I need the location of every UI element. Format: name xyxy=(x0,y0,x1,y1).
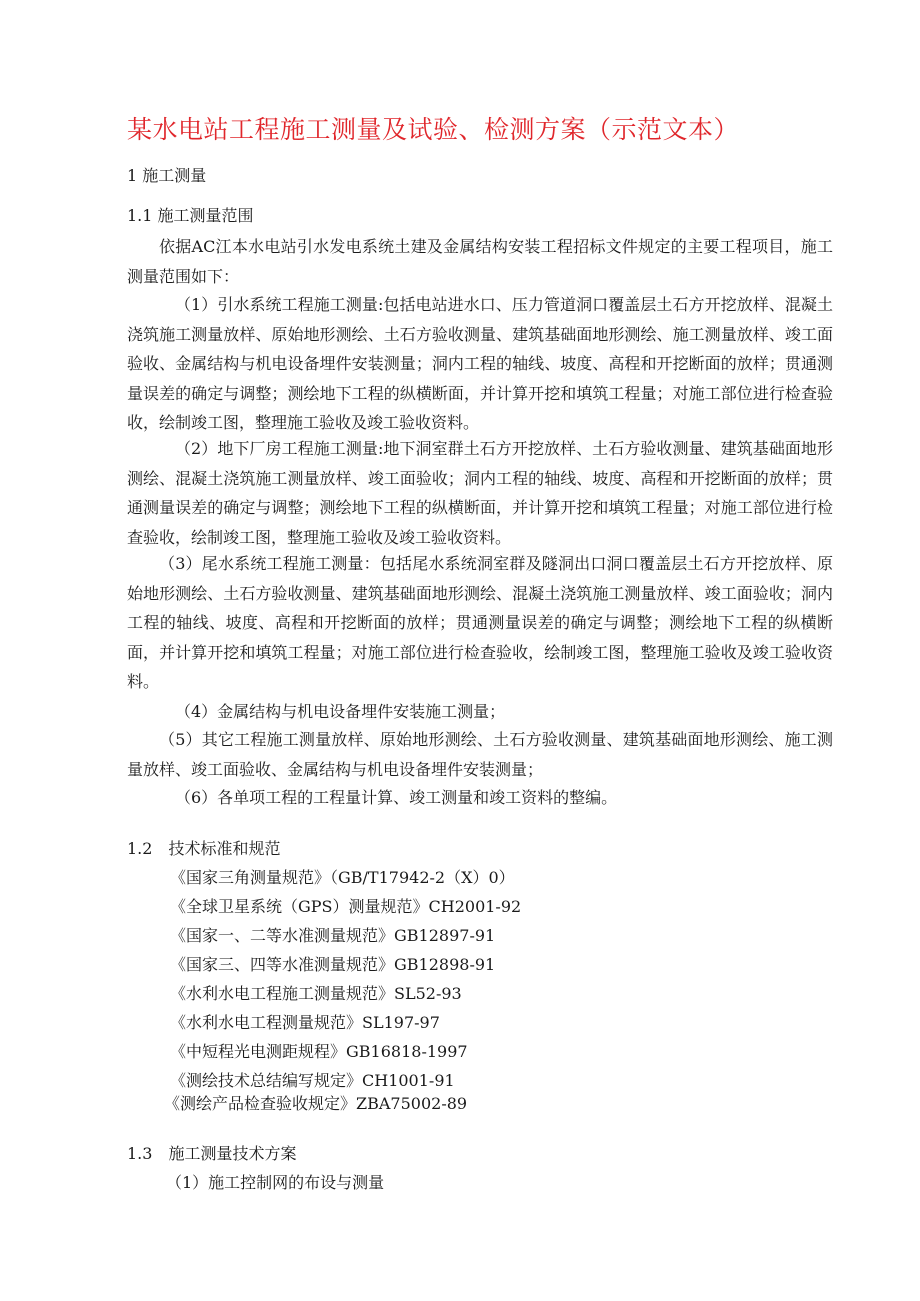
document-title: 某水电站工程施工测量及试验、检测方案（示范文本） xyxy=(127,115,740,144)
section-heading-1-1: 1.1 施工测量范围 xyxy=(127,206,254,225)
standard-item: 《全球卫星系统（GPS）测量规范》CH2001-92 xyxy=(170,897,522,916)
standard-item: 《中短程光电测距规程》GB16818-1997 xyxy=(170,1042,468,1061)
standard-item: 《测绘产品检查验收规定》ZBA75002-89 xyxy=(164,1094,468,1113)
subsection-heading: （1）施工控制网的布设与测量 xyxy=(166,1173,385,1192)
section-heading-1-3: 1.3 施工测量技术方案 xyxy=(127,1144,297,1163)
scope-item-5: （5）其它工程施工测量放样、原始地形测绘、土石方验收测量、建筑基础面地形测绘、施工测量放样、竣工面验收、金属结构与机电设备埋件安装测量； xyxy=(127,730,833,779)
scope-item-4: （4）金属结构与机电设备埋件安装施工测量； xyxy=(175,702,506,721)
standard-item: 《国家一、二等水准测量规范》GB12897-91 xyxy=(170,926,496,945)
section-heading-1: 1 施工测量 xyxy=(127,166,207,185)
scope-item-1: （1）引水系统工程施工测量:包括电站进水口、压力管道洞口覆盖层土石方开挖放样、混凝土浇筑施工测量放样、原始地形测绘、土石方验收测量、建筑基础面地形测绘、施工测量放样、竣工面验收、金属结构与机电设备埋件安装测量；洞内工程的轴线、坡度、高程和开挖断面的放样；贯通测量误差的确定与调整；测绘地下工程的纵横断面，并计算开挖和填筑工程量；对施工部位进行检查验收，绘制竣工图，整理施工验收及竣工验收资料。 xyxy=(127,295,833,432)
scope-item-6: （6）各单项工程的工程量计算、竣工测量和竣工资料的整编。 xyxy=(175,788,618,807)
scope-item-2: （2）地下厂房工程施工测量:地下洞室群土石方开挖放样、土石方验收测量、建筑基础面地形测绘、混凝土浇筑施工测量放样、竣工面验收；洞内工程的轴线、坡度、高程和开挖断面的放样；贯通测量误差的确定与调整；测绘地下工程的纵横断面，并计算开挖和填筑工程量；对施工部位进行检查验收，绘制竣工图，整理施工验收及竣工验收资料。 xyxy=(127,439,833,547)
standard-item: 《水利水电工程测量规范》SL197-97 xyxy=(170,1013,440,1032)
scope-item-3: （3）尾水系统工程施工测量：包括尾水系统洞室群及隧洞出口洞口覆盖层土石方开挖放样、原始地形测绘、土石方验收测量、建筑基础面地形测绘、混凝土浇筑施工测量放样、竣工面验收；洞内工程的轴线、坡度、高程和开挖断面的放样；贯通测量误差的确定与调整；测绘地下工程的纵横断面，并计算开挖和填筑工程量；对施工部位进行检查验收，绘制竣工图，整理施工验收及竣工验收资料。 xyxy=(127,554,833,691)
intro-paragraph: 依据AC江本水电站引水发电系统土建及金属结构安装工程招标文件规定的主要工程项目，施工测量范围如下： xyxy=(127,237,833,286)
standard-item: 《国家三角测量规范》（GB/T17942-2（X）0） xyxy=(170,868,515,887)
standard-item: 《水利水电工程施工测量规范》SL52-93 xyxy=(170,984,462,1003)
section-heading-1-2: 1.2 技术标准和规范 xyxy=(127,839,281,858)
standard-item: 《测绘技术总结编写规定》CH1001-91 xyxy=(170,1071,455,1090)
standard-item: 《国家三、四等水准测量规范》GB12898-91 xyxy=(170,955,496,974)
